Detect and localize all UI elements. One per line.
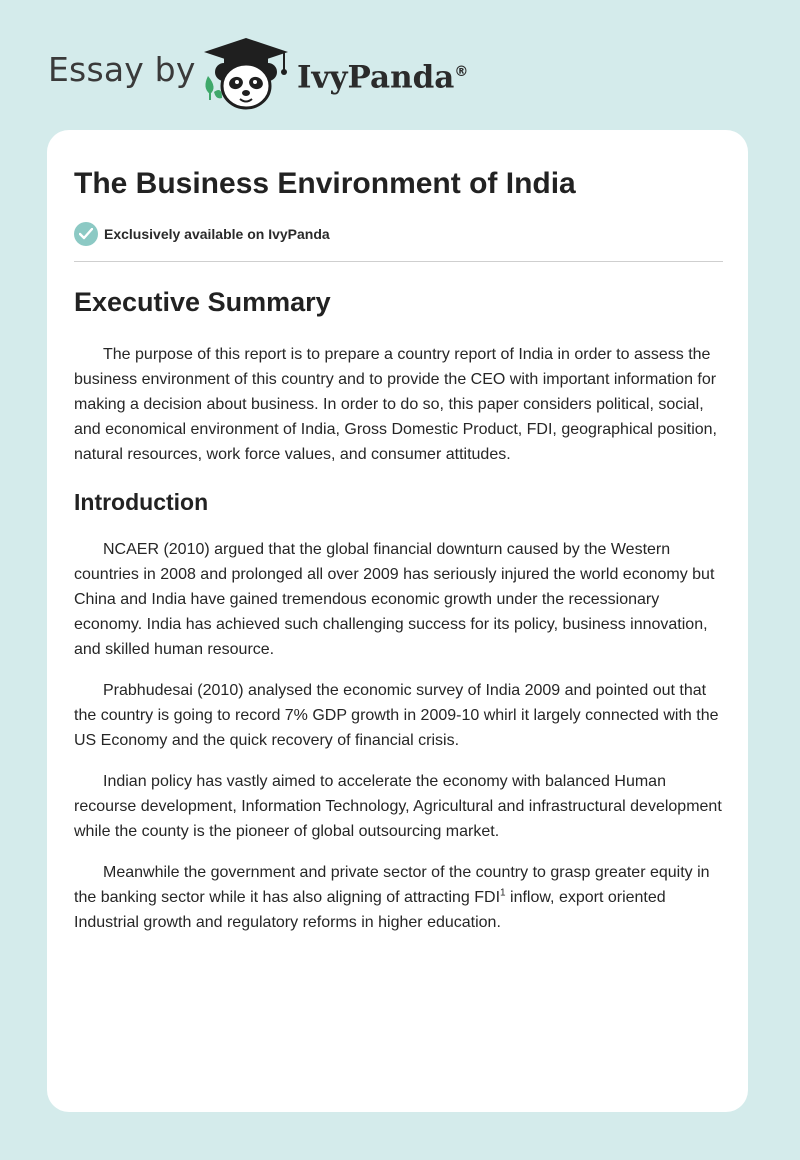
registered-mark: ® xyxy=(454,64,469,80)
essay-by-label: Essay by xyxy=(48,50,196,89)
intro-paragraph-3: Indian policy has vastly aimed to accelerate the economy with balanced Human recourse development, Information Technology, Agricultural and infrastructural development while the county is the pioneer of global outsourcing market. xyxy=(74,773,722,840)
summary-paragraph: The purpose of this report is to prepare a country report of India in order to assess the business environment of this country and to provide the CEO with important information for making a decision about business. In order to do so, this paper considers political, social, and economical environment of India, Gross Domestic Product, FDI, geographical position, natural resources, work force values, and consumer attitudes. xyxy=(74,346,717,463)
divider xyxy=(74,261,723,262)
intro-paragraph-1: NCAER (2010) argued that the global financial downturn caused by the Western countries in 2008 and prolonged all over 2009 has seriously injured the world economy but China and India have gained tremendous economic growth under the recessionary economy. India has achieved such challenging success for its policy, business innovation, and skilled human resource. xyxy=(74,541,715,658)
intro-paragraph-4-part-2: inflow, export oriented Industrial growth and regulatory reforms in higher education. xyxy=(74,889,666,931)
panda-graduate-logo-icon[interactable] xyxy=(200,36,292,112)
brand-name[interactable] xyxy=(297,50,468,99)
intro-paragraph-4-part-1: Meanwhile the government and private sector of the country to grasp greater equity in the banking sector while it has also aligning of attracting FDI xyxy=(74,864,710,906)
footnote-link[interactable]: 1 xyxy=(500,887,506,899)
page-title: The Business Environment of India xyxy=(74,167,576,200)
essay-card xyxy=(47,130,748,1112)
essay-body xyxy=(74,282,723,935)
exclusive-label: Exclusively available on IvyPanda xyxy=(104,226,330,242)
intro-paragraph-2: Prabhudesai (2010) analysed the economic survey of India 2009 and pointed out that the country is going to record 7% GDP growth in 2009-10 whirl it largely connected with the US Economy and the quick recovery of financial crisis. xyxy=(74,682,719,749)
section-heading-executive-summary: Executive Summary xyxy=(74,287,331,317)
check-icon xyxy=(74,222,98,246)
section-heading-introduction: Introduction xyxy=(74,489,209,515)
brand-name-text: IvyPanda xyxy=(297,59,455,96)
site-header xyxy=(0,0,800,120)
intro-paragraph-4 xyxy=(74,860,723,935)
exclusive-badge xyxy=(74,222,330,246)
